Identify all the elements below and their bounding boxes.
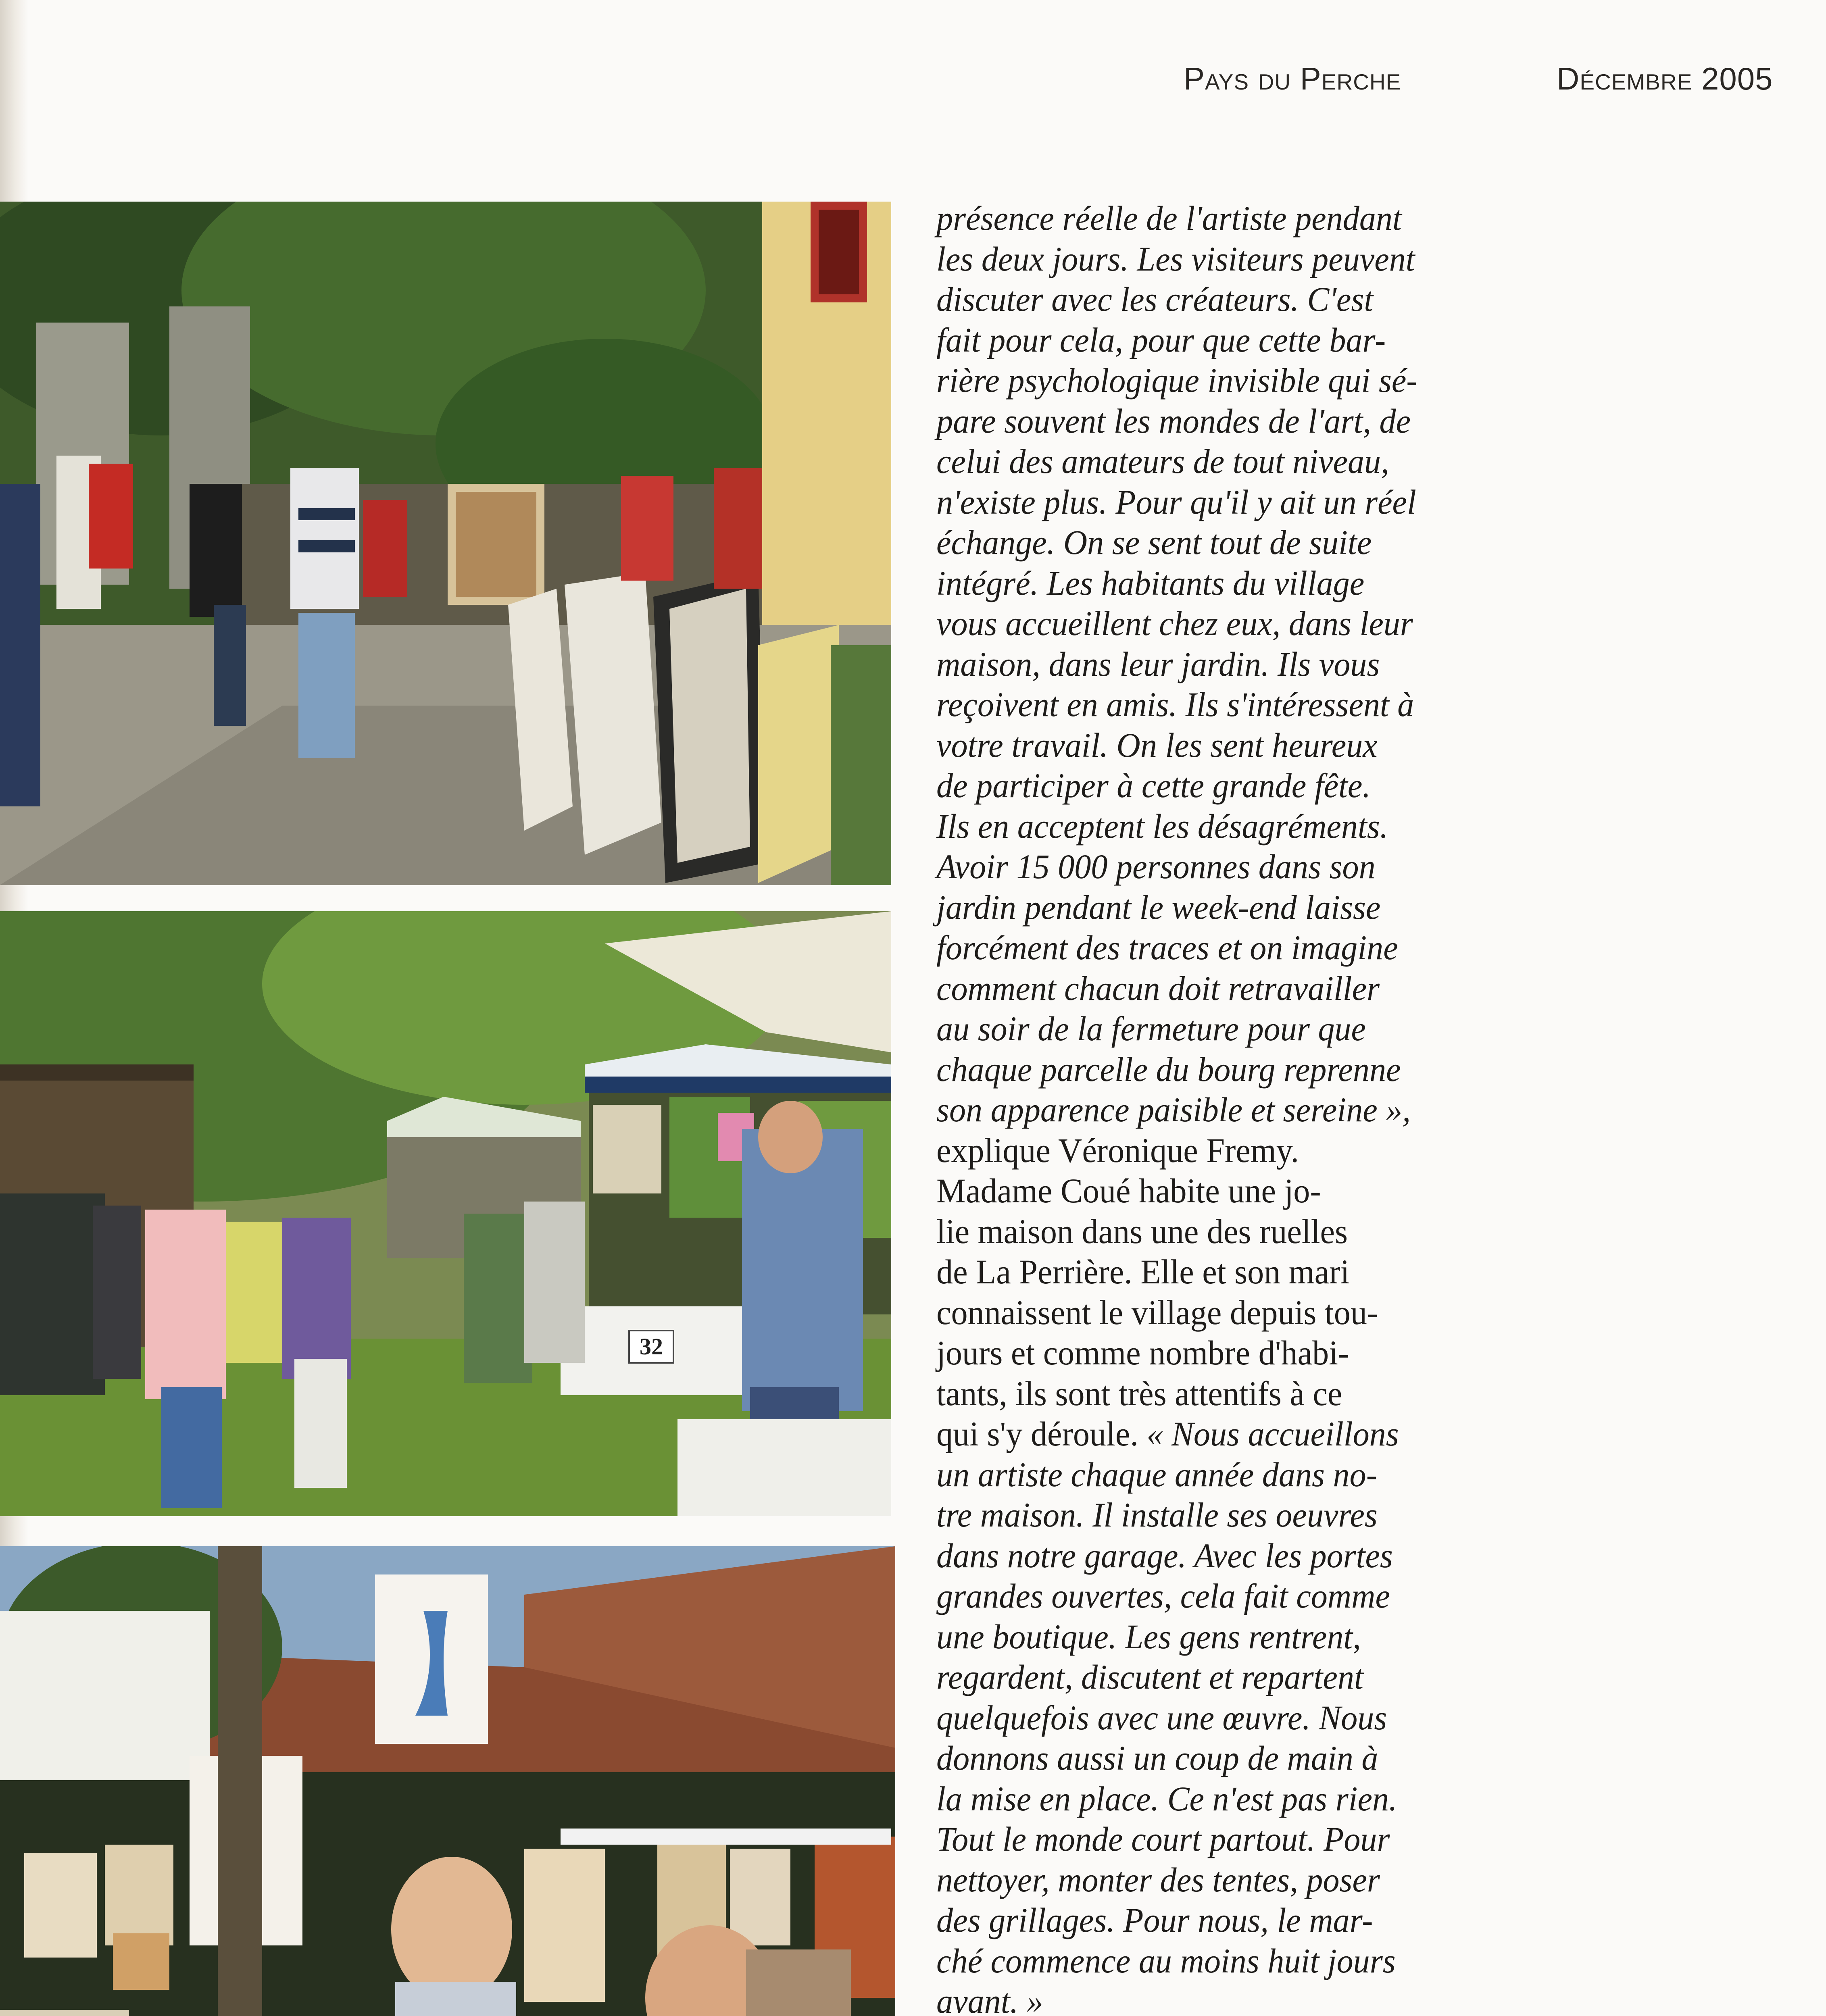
article-line: votre travail. On les sent heureux (936, 726, 1378, 764)
article-line: donnons aussi un coup de main à (936, 1739, 1378, 1777)
article-line: discuter avec les créateurs. C'est (936, 281, 1374, 319)
article-line: lie maison dans une des ruelles (936, 1212, 1348, 1251)
article-line: une boutique. Les gens rentrent, (936, 1618, 1361, 1656)
article-line: pare souvent les mondes de l'art, de (936, 402, 1411, 440)
article-line: de La Perrière. Elle et son mari (936, 1253, 1350, 1291)
article-line: de participer à cette grande fête. (936, 767, 1371, 805)
article-line (936, 1414, 1824, 1455)
running-head-date: Décembre 2005 (1557, 61, 1773, 96)
article-line: avant. » (936, 1983, 1043, 2016)
article-line: son apparence paisible et sereine », (936, 1091, 1411, 1129)
article-line: ché commence au moins huit jours (936, 1942, 1396, 1980)
article-line-italic: « Nous accueillons (1146, 1415, 1399, 1453)
article-line: regardent, discutent et repartent (936, 1658, 1363, 1696)
article-line: la mise en place. Ce n'est pas rien. (936, 1780, 1397, 1818)
article-line: Ils en acceptent les désagréments. (936, 807, 1388, 846)
article-line: rière psychologique invisible qui sé- (936, 362, 1417, 400)
article-line: nettoyer, monter des tentes, poser (936, 1861, 1380, 1899)
photo-shed-paintings (0, 1546, 895, 2016)
article-line: un artiste chaque année dans no- (936, 1456, 1378, 1494)
article-line: connaissent le village depuis tou- (936, 1293, 1378, 1332)
article-line: n'existe plus. Pour qu'il y ait un réel (936, 483, 1416, 521)
article-line: dans notre garage. Avec les portes (936, 1537, 1393, 1575)
article-line: vous accueillent chez eux, dans leur (936, 605, 1413, 643)
article-line: tants, ils sont très attentifs à ce (936, 1375, 1342, 1413)
running-head-magazine: Pays du Perche (1184, 61, 1401, 96)
article-line: grandes ouvertes, cela fait comme (936, 1577, 1390, 1615)
article-line: au soir de la fermeture pour que (936, 1010, 1366, 1048)
article-line: des grillages. Pour nous, le mar- (936, 1901, 1373, 1939)
article-line: les deux jours. Les visiteurs peuvent (936, 240, 1415, 278)
article-line: Avoir 15 000 personnes dans son (936, 848, 1376, 886)
stand-number-sign: 32 (640, 1333, 663, 1360)
article-line: celui des amateurs de tout niveau, (936, 443, 1389, 481)
article-line: explique Véronique Fremy. (936, 1131, 1299, 1170)
article-line: présence réelle de l'artiste pendant (936, 200, 1402, 237)
article-line: forcément des traces et on imagine (936, 929, 1398, 967)
article-line: tre maison. Il installe ses oeuvres (936, 1496, 1378, 1534)
article-line: Madame Coué habite une jo- (936, 1172, 1321, 1210)
article-body (936, 198, 1826, 2016)
photo-garden-stand-32 (0, 911, 891, 1516)
article-line: Tout le monde court partout. Pour (936, 1820, 1390, 1858)
article-line: échange. On se sent tout de suite (936, 524, 1372, 562)
article-line: maison, dans leur jardin. Ils vous (936, 645, 1380, 683)
article-line: fait pour cela, pour que cette bar- (936, 321, 1386, 359)
article-line: jours et comme nombre d'habi- (936, 1334, 1349, 1372)
article-line: comment chacun doit retravailler (936, 969, 1380, 1008)
article-line: reçoivent en amis. Ils s'intéressent à (936, 686, 1414, 724)
article-line: chaque parcelle du bourg reprenne (936, 1050, 1401, 1089)
photo-village-street-exhibition (0, 202, 891, 885)
article-line: intégré. Les habitants du village (936, 564, 1365, 602)
article-line: quelquefois avec une œuvre. Nous (936, 1699, 1387, 1737)
article-line: jardin pendant le week-end laisse (936, 888, 1381, 927)
article-line-roman: qui s'y déroule. (936, 1415, 1147, 1453)
